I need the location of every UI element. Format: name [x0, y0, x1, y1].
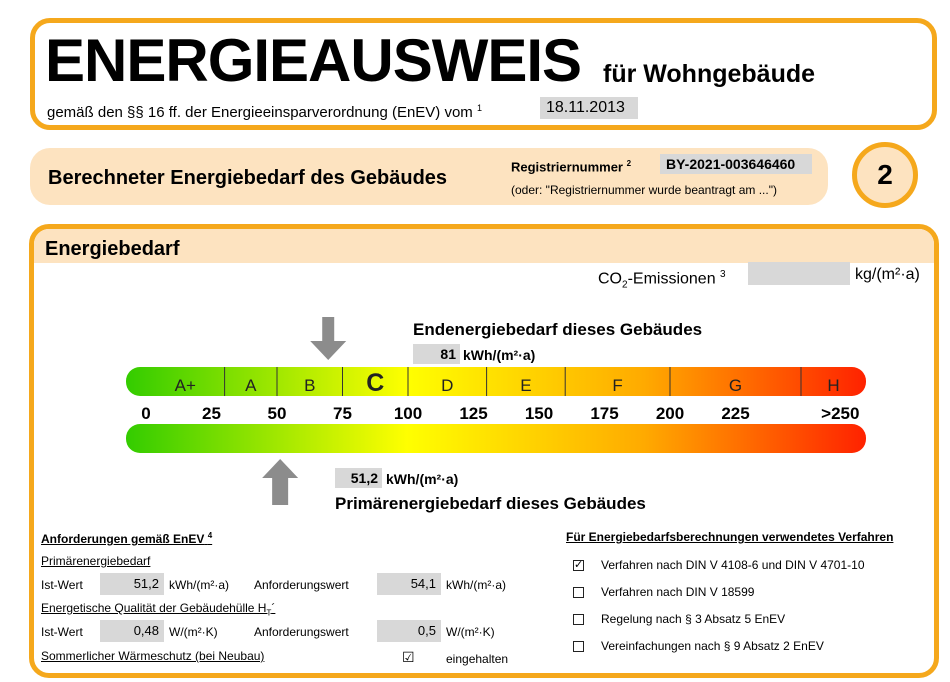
method-label-din4108: Verfahren nach DIN V 4108-6 und DIN V 4701-10: [601, 558, 865, 572]
primary-energy-unit: kWh/(m²·a): [386, 471, 459, 487]
registration-alt-note: (oder: "Registriernummer wurde beantragt am ..."): [511, 183, 777, 197]
energy-class-f: F: [612, 376, 623, 395]
method-checkbox-din18599[interactable]: [573, 587, 584, 598]
summer-protection-checkbox[interactable]: ☑: [402, 649, 415, 665]
required-value-unit: kWh/(m²·a): [446, 578, 506, 592]
method-label-din18599: Verfahren nach DIN V 18599: [601, 585, 755, 599]
method-checkbox-vereinfachung[interactable]: [573, 641, 584, 652]
scale-tick-label: 50: [267, 404, 287, 423]
methods-title: Für Energiebedarfsberechnungen verwendetes Verfahren: [566, 530, 894, 544]
primary-requirement-heading: Primärenergiebedarf: [41, 554, 151, 568]
scale-tick-label: 150: [524, 404, 554, 423]
scale-tick-label: 225: [721, 404, 750, 423]
actual-value-field[interactable]: 51,2: [100, 573, 164, 595]
actual-value-unit: kWh/(m²·a): [169, 578, 229, 592]
actual-value-label: Ist-Wert: [41, 578, 83, 592]
scale-tick-label: 125: [459, 404, 488, 423]
envelope-quality-heading: Energetische Qualität der Gebäudehülle $H_T´$: [41, 601, 276, 618]
energy-class-a: A: [245, 376, 257, 395]
envelope-actual-field[interactable]: 0,48: [100, 620, 164, 642]
end-energy-arrow-icon: [310, 317, 346, 360]
envelope-required-unit: W/(m²·K): [446, 625, 495, 639]
law-reference: gemäß den §§ 16 ff. der Energieeinsparverordnung (EnEV) vom $^1$: [47, 103, 482, 121]
page-number-badge: 2: [852, 142, 918, 208]
co2-unit: kg/(m²·a): [855, 266, 920, 283]
scale-tick-label: >250: [821, 404, 860, 423]
required-value-label: Anforderungswert: [254, 578, 349, 592]
scale-tick-label: 175: [590, 404, 619, 423]
summer-protection-label: eingehalten: [446, 652, 509, 666]
energy-class-g: G: [728, 376, 743, 395]
method-checkbox-din4108[interactable]: ✓: [574, 559, 584, 571]
end-energy-unit: kWh/(m²·a): [463, 347, 536, 363]
energy-scale-top-bar: [126, 367, 866, 396]
scale-tick-label: 0: [141, 404, 151, 423]
requirements-title: Anforderungen gemäß EnEV $^4$: [41, 531, 213, 546]
scale-tick-label: 75: [333, 404, 352, 423]
energy-class-e: E: [520, 376, 532, 395]
envelope-actual-label: Ist-Wert: [41, 625, 83, 639]
co2-label: $CO_2$-Emissionen $^3$: [598, 269, 726, 291]
energy-class-d: D: [441, 376, 454, 395]
scale-tick-label: 25: [202, 404, 221, 423]
primary-energy-value[interactable]: 51,2: [335, 468, 382, 488]
scale-tick-label: 200: [655, 404, 685, 423]
summer-protection-heading: Sommerlicher Wärmeschutz (bei Neubau): [41, 649, 265, 663]
method-label-vereinfachung: Vereinfachungen nach § 9 Absatz 2 EnEV: [601, 639, 824, 653]
registration-number-field[interactable]: BY-2021-003646460: [660, 154, 812, 174]
end-energy-title: Endenergiebedarf dieses Gebäudes: [413, 320, 703, 339]
primary-energy-arrow-icon: [262, 459, 298, 505]
method-label-regelung: Regelung nach § 3 Absatz 5 EnEV: [601, 612, 786, 626]
method-checkbox-regelung[interactable]: [573, 614, 584, 625]
envelope-required-label: Anforderungswert: [254, 625, 349, 639]
banner-title: Berechneter Energiebedarf des Gebäudes: [48, 167, 448, 189]
document-subtitle: für Wohngebäude: [603, 60, 816, 88]
end-energy-value[interactable]: 81: [413, 344, 460, 364]
energy-scale-bottom-bar: [126, 424, 866, 453]
registration-label: Registriernummer $^2$: [511, 159, 632, 175]
energy-class-aplus: A+: [174, 376, 196, 395]
energy-class-c: C: [366, 369, 385, 397]
envelope-required-field[interactable]: 0,5: [377, 620, 441, 642]
scale-tick-label: 100: [393, 404, 423, 423]
required-value-field[interactable]: 54,1: [377, 573, 441, 595]
energy-class-b: B: [304, 376, 316, 395]
primary-energy-title: Primärenergiebedarf dieses Gebäudes: [335, 494, 646, 513]
energy-class-h: H: [827, 376, 840, 395]
energy-section-title: Energiebedarf: [45, 238, 180, 260]
envelope-actual-unit: W/(m²·K): [169, 625, 218, 639]
law-date-field[interactable]: 18.11.2013: [540, 97, 638, 119]
document-title: ENERGIEAUSWEIS: [45, 27, 582, 94]
